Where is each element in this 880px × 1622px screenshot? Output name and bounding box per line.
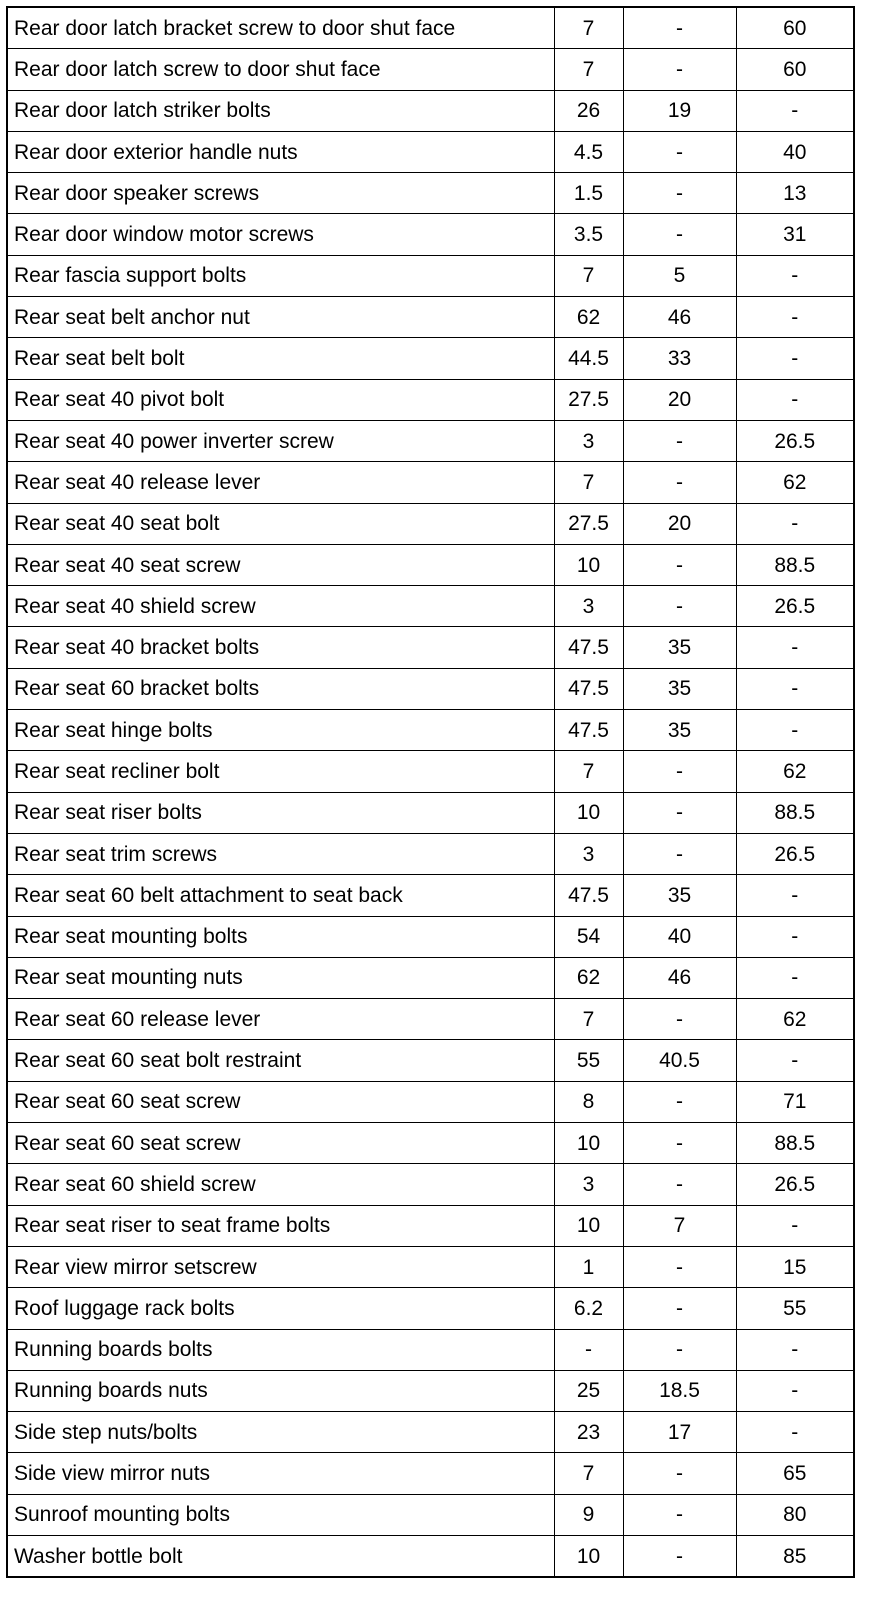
table-row (7, 751, 854, 792)
table-row (7, 338, 854, 379)
torque-lbin-cell: 31 (736, 214, 854, 255)
torque-lbft-cell: 20 (623, 379, 736, 420)
fastener-description-cell: Rear seat riser bolts (7, 792, 554, 833)
torque-nm-cell: 55 (554, 1040, 623, 1081)
torque-lbft-cell: - (623, 420, 736, 461)
torque-lbft-cell: - (623, 751, 736, 792)
torque-nm-cell: - (554, 1329, 623, 1370)
table-row (7, 1535, 854, 1577)
torque-nm-cell: 62 (554, 297, 623, 338)
torque-lbin-cell: - (736, 338, 854, 379)
fastener-description-cell: Running boards nuts (7, 1370, 554, 1411)
torque-nm-cell: 23 (554, 1412, 623, 1453)
torque-lbin-cell: - (736, 1329, 854, 1370)
torque-lbft-cell: - (623, 999, 736, 1040)
torque-nm-cell: 9 (554, 1494, 623, 1535)
torque-nm-cell: 6.2 (554, 1288, 623, 1329)
torque-lbin-cell: - (736, 90, 854, 131)
table-row (7, 1412, 854, 1453)
torque-lbin-cell: 60 (736, 49, 854, 90)
table-row (7, 586, 854, 627)
fastener-description-cell: Rear seat 40 seat screw (7, 544, 554, 585)
torque-lbft-cell: 33 (623, 338, 736, 379)
torque-lbft-cell: 35 (623, 627, 736, 668)
fastener-description-cell: Rear seat 40 seat bolt (7, 503, 554, 544)
fastener-description-cell: Side step nuts/bolts (7, 1412, 554, 1453)
table-row (7, 379, 854, 420)
table-row (7, 1164, 854, 1205)
torque-lbin-cell: 26.5 (736, 420, 854, 461)
torque-nm-cell: 3.5 (554, 214, 623, 255)
fastener-description-cell: Rear seat 40 bracket bolts (7, 627, 554, 668)
torque-nm-cell: 25 (554, 1370, 623, 1411)
fastener-description-cell: Roof luggage rack bolts (7, 1288, 554, 1329)
torque-lbin-cell: - (736, 297, 854, 338)
torque-lbft-cell: 19 (623, 90, 736, 131)
table-row (7, 1494, 854, 1535)
fastener-description-cell: Rear door speaker screws (7, 173, 554, 214)
fastener-description-cell: Rear seat 60 shield screw (7, 1164, 554, 1205)
torque-lbin-cell: 26.5 (736, 586, 854, 627)
torque-lbft-cell: 17 (623, 1412, 736, 1453)
fastener-description-cell: Rear seat 60 seat bolt restraint (7, 1040, 554, 1081)
torque-lbin-cell: 71 (736, 1081, 854, 1122)
torque-lbin-cell: - (736, 1040, 854, 1081)
fastener-description-cell: Rear view mirror setscrew (7, 1246, 554, 1287)
torque-nm-cell: 8 (554, 1081, 623, 1122)
torque-lbin-cell: - (736, 1205, 854, 1246)
fastener-description-cell: Rear seat riser to seat frame bolts (7, 1205, 554, 1246)
torque-lbft-cell: 18.5 (623, 1370, 736, 1411)
torque-lbft-cell: 20 (623, 503, 736, 544)
torque-lbin-cell: - (736, 957, 854, 998)
torque-nm-cell: 4.5 (554, 131, 623, 172)
torque-nm-cell: 47.5 (554, 668, 623, 709)
torque-lbft-cell: - (623, 586, 736, 627)
torque-nm-cell: 47.5 (554, 875, 623, 916)
fastener-description-cell: Rear door window motor screws (7, 214, 554, 255)
torque-nm-cell: 26 (554, 90, 623, 131)
torque-lbin-cell: - (736, 710, 854, 751)
torque-lbin-cell: - (736, 875, 854, 916)
torque-nm-cell: 27.5 (554, 379, 623, 420)
torque-nm-cell: 10 (554, 792, 623, 833)
fastener-description-cell: Rear door exterior handle nuts (7, 131, 554, 172)
fastener-description-cell: Washer bottle bolt (7, 1535, 554, 1577)
table-row (7, 7, 854, 49)
table-row (7, 173, 854, 214)
table-row (7, 875, 854, 916)
table-row (7, 668, 854, 709)
torque-nm-cell: 3 (554, 420, 623, 461)
torque-lbft-cell: 46 (623, 957, 736, 998)
table-row (7, 1288, 854, 1329)
torque-lbin-cell: - (736, 503, 854, 544)
table-row (7, 916, 854, 957)
torque-lbft-cell: - (623, 214, 736, 255)
table-row (7, 627, 854, 668)
torque-nm-cell: 7 (554, 1453, 623, 1494)
torque-lbft-cell: 46 (623, 297, 736, 338)
table-row (7, 255, 854, 296)
torque-nm-cell: 10 (554, 1205, 623, 1246)
torque-nm-cell: 10 (554, 1123, 623, 1164)
torque-nm-cell: 7 (554, 49, 623, 90)
torque-nm-cell: 7 (554, 999, 623, 1040)
torque-lbin-cell: 65 (736, 1453, 854, 1494)
torque-lbin-cell: - (736, 1370, 854, 1411)
torque-lbin-cell: - (736, 255, 854, 296)
fastener-description-cell: Rear fascia support bolts (7, 255, 554, 296)
table-row (7, 131, 854, 172)
torque-lbin-cell: 55 (736, 1288, 854, 1329)
torque-nm-cell: 1.5 (554, 173, 623, 214)
torque-lbft-cell: 35 (623, 875, 736, 916)
fastener-description-cell: Rear door latch screw to door shut face (7, 49, 554, 90)
fastener-description-cell: Rear door latch bracket screw to door shut face (7, 7, 554, 49)
table-row (7, 49, 854, 90)
fastener-description-cell: Rear seat 40 pivot bolt (7, 379, 554, 420)
torque-lbft-cell: - (623, 1288, 736, 1329)
table-row (7, 1205, 854, 1246)
torque-lbin-cell: 85 (736, 1535, 854, 1577)
torque-nm-cell: 7 (554, 7, 623, 49)
fastener-description-cell: Rear seat recliner bolt (7, 751, 554, 792)
torque-table-body (7, 7, 854, 1577)
torque-lbft-cell: 5 (623, 255, 736, 296)
fastener-description-cell: Rear seat mounting bolts (7, 916, 554, 957)
torque-nm-cell: 47.5 (554, 710, 623, 751)
torque-lbin-cell: - (736, 668, 854, 709)
torque-nm-cell: 10 (554, 1535, 623, 1577)
torque-nm-cell: 44.5 (554, 338, 623, 379)
table-row (7, 1081, 854, 1122)
torque-nm-cell: 54 (554, 916, 623, 957)
torque-nm-cell: 7 (554, 751, 623, 792)
fastener-description-cell: Rear seat belt bolt (7, 338, 554, 379)
table-row (7, 420, 854, 461)
table-row (7, 462, 854, 503)
torque-lbin-cell: 88.5 (736, 1123, 854, 1164)
table-row (7, 1040, 854, 1081)
torque-lbin-cell: - (736, 379, 854, 420)
torque-lbin-cell: 15 (736, 1246, 854, 1287)
fastener-description-cell: Running boards bolts (7, 1329, 554, 1370)
torque-lbin-cell: - (736, 916, 854, 957)
fastener-description-cell: Rear seat 40 release lever (7, 462, 554, 503)
fastener-description-cell: Rear seat 60 bracket bolts (7, 668, 554, 709)
table-row (7, 90, 854, 131)
table-row (7, 297, 854, 338)
torque-lbft-cell: - (623, 544, 736, 585)
torque-lbin-cell: 88.5 (736, 792, 854, 833)
torque-nm-cell: 7 (554, 462, 623, 503)
table-row (7, 1453, 854, 1494)
torque-lbin-cell: 88.5 (736, 544, 854, 585)
fastener-description-cell: Rear seat 40 power inverter screw (7, 420, 554, 461)
torque-lbin-cell: 80 (736, 1494, 854, 1535)
torque-lbft-cell: - (623, 1453, 736, 1494)
fastener-description-cell: Rear seat 60 seat screw (7, 1123, 554, 1164)
torque-lbft-cell: - (623, 1494, 736, 1535)
torque-lbft-cell: - (623, 1081, 736, 1122)
fastener-description-cell: Rear seat 60 release lever (7, 999, 554, 1040)
torque-lbft-cell: - (623, 7, 736, 49)
torque-lbft-cell: - (623, 173, 736, 214)
table-row (7, 1329, 854, 1370)
fastener-description-cell: Rear seat belt anchor nut (7, 297, 554, 338)
torque-nm-cell: 3 (554, 833, 623, 874)
table-row (7, 1246, 854, 1287)
fastener-description-cell: Rear seat 40 shield screw (7, 586, 554, 627)
torque-lbft-cell: 40.5 (623, 1040, 736, 1081)
torque-nm-cell: 47.5 (554, 627, 623, 668)
torque-nm-cell: 62 (554, 957, 623, 998)
table-row (7, 1123, 854, 1164)
torque-lbft-cell: - (623, 1535, 736, 1577)
torque-nm-cell: 3 (554, 586, 623, 627)
fastener-description-cell: Rear seat mounting nuts (7, 957, 554, 998)
torque-lbft-cell: - (623, 49, 736, 90)
table-row (7, 957, 854, 998)
table-row (7, 710, 854, 751)
torque-lbft-cell: - (623, 1123, 736, 1164)
torque-nm-cell: 27.5 (554, 503, 623, 544)
torque-lbft-cell: - (623, 1164, 736, 1205)
torque-lbin-cell: - (736, 627, 854, 668)
torque-lbin-cell: 60 (736, 7, 854, 49)
fastener-description-cell: Side view mirror nuts (7, 1453, 554, 1494)
torque-lbft-cell: - (623, 833, 736, 874)
torque-lbin-cell: - (736, 1412, 854, 1453)
fastener-description-cell: Rear seat hinge bolts (7, 710, 554, 751)
fastener-description-cell: Rear seat 60 belt attachment to seat back (7, 875, 554, 916)
torque-lbin-cell: 62 (736, 751, 854, 792)
table-row (7, 833, 854, 874)
torque-lbft-cell: 35 (623, 668, 736, 709)
fastener-description-cell: Rear seat 60 seat screw (7, 1081, 554, 1122)
fastener-description-cell: Rear seat trim screws (7, 833, 554, 874)
table-row (7, 544, 854, 585)
torque-nm-cell: 3 (554, 1164, 623, 1205)
torque-lbft-cell: - (623, 1246, 736, 1287)
torque-lbin-cell: 40 (736, 131, 854, 172)
fastener-description-cell: Rear door latch striker bolts (7, 90, 554, 131)
torque-nm-cell: 10 (554, 544, 623, 585)
table-row (7, 792, 854, 833)
table-row (7, 214, 854, 255)
torque-lbft-cell: 35 (623, 710, 736, 751)
torque-lbft-cell: - (623, 462, 736, 503)
torque-spec-table (6, 6, 855, 1578)
torque-lbin-cell: 26.5 (736, 833, 854, 874)
torque-nm-cell: 7 (554, 255, 623, 296)
torque-lbin-cell: 62 (736, 999, 854, 1040)
table-row (7, 999, 854, 1040)
torque-nm-cell: 1 (554, 1246, 623, 1287)
torque-lbft-cell: - (623, 792, 736, 833)
torque-lbft-cell: 40 (623, 916, 736, 957)
torque-lbin-cell: 13 (736, 173, 854, 214)
torque-lbin-cell: 26.5 (736, 1164, 854, 1205)
table-row (7, 1370, 854, 1411)
torque-lbft-cell: - (623, 131, 736, 172)
torque-lbin-cell: 62 (736, 462, 854, 503)
table-row (7, 503, 854, 544)
torque-lbft-cell: - (623, 1329, 736, 1370)
torque-lbft-cell: 7 (623, 1205, 736, 1246)
fastener-description-cell: Sunroof mounting bolts (7, 1494, 554, 1535)
